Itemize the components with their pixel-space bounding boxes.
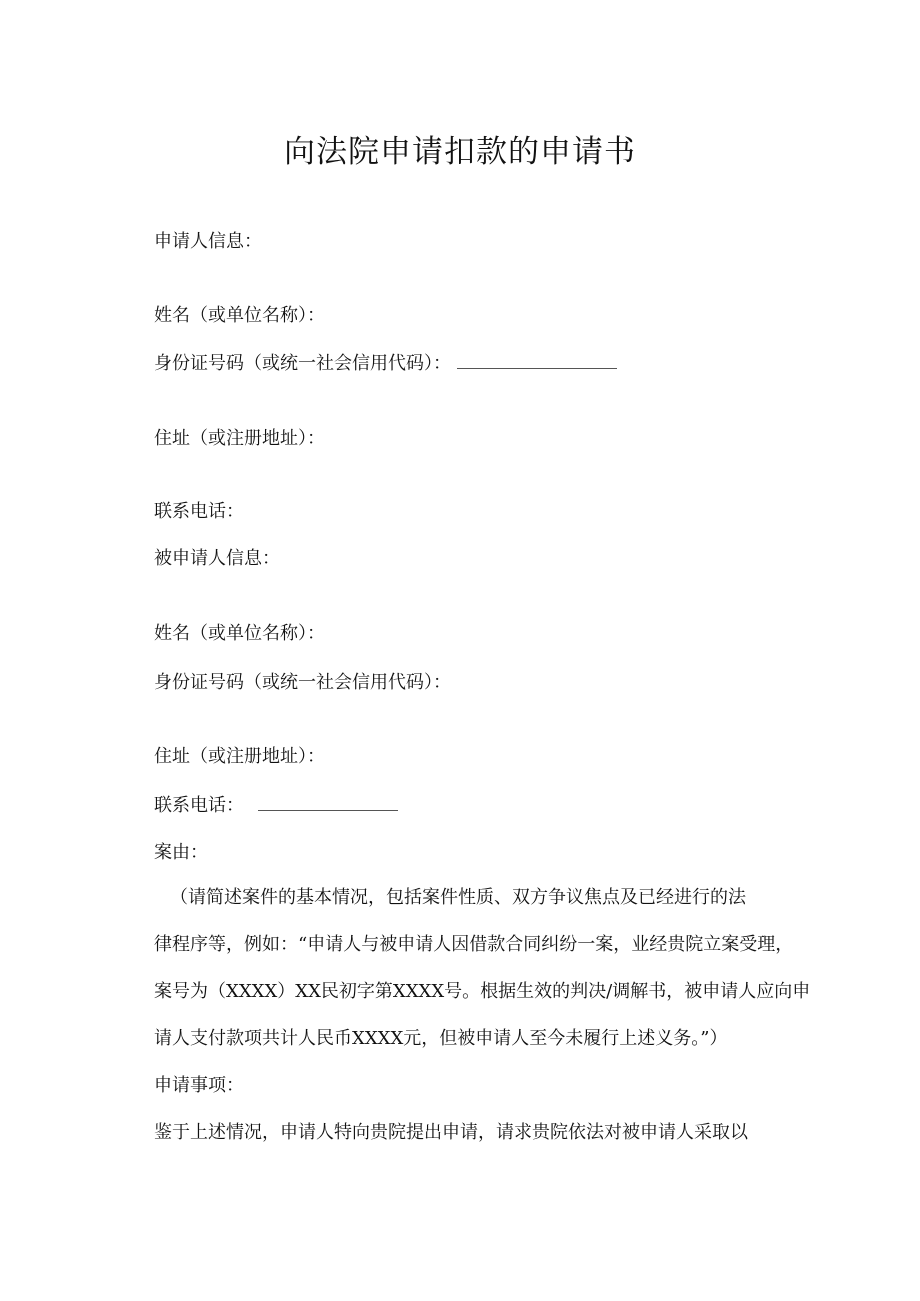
respondent-phone-blank[interactable] [258, 794, 398, 811]
applicant-name-label: 姓名（或单位名称）： [154, 305, 325, 326]
respondent-phone-row [154, 794, 398, 818]
case-paragraph-line-1: （请简述案件的基本情况，包括案件性质、双方争议焦点及已经进行的法 [170, 887, 746, 908]
case-paragraph-line-4: 请人支付款项共计人民币XXXX元，但被申请人至今未履行上述义务。”） [154, 1028, 728, 1049]
applicant-id-row [154, 352, 617, 376]
document-title: 向法院申请扣款的申请书 [284, 134, 636, 170]
respondent-name-label: 姓名（或单位名称）： [154, 623, 325, 644]
applicant-heading: 申请人信息： [154, 231, 262, 252]
case-paragraph-line-3: 案号为（XXXX）XX民初字第XXXX号。根据生效的判决/调解书，被申请人应向申 [154, 981, 811, 1002]
request-paragraph-line-1: 鉴于上述情况，申请人特向贵院提出申请，请求贵院依法对被申请人采取以 [154, 1122, 748, 1143]
case-paragraph-line-2: 律程序等，例如：“申请人与被申请人因借款合同纠纷一案，业经贵院立案受理， [154, 934, 794, 955]
respondent-id-label: 身份证号码（或统一社会信用代码）： [154, 672, 451, 693]
applicant-phone-label: 联系电话： [154, 501, 244, 522]
case-heading: 案由： [154, 842, 208, 863]
applicant-id-label: 身份证号码（或统一社会信用代码）： [154, 353, 451, 374]
respondent-address-label: 住址（或注册地址）： [154, 746, 325, 767]
respondent-heading: 被申请人信息： [154, 548, 280, 569]
applicant-address-label: 住址（或注册地址）： [154, 428, 325, 449]
respondent-phone-label: 联系电话： [154, 795, 244, 816]
request-heading: 申请事项： [154, 1075, 244, 1096]
applicant-id-blank[interactable] [457, 352, 617, 369]
